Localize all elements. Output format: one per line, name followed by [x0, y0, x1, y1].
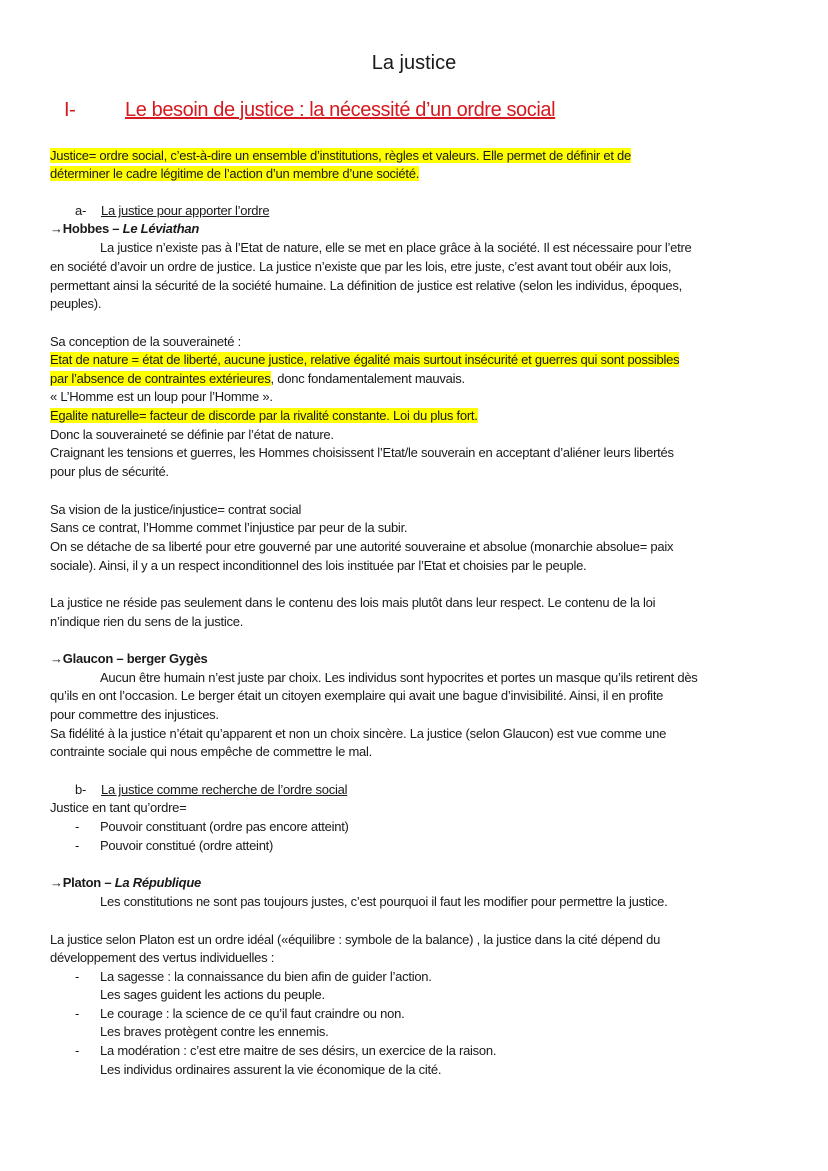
author-heading: →Platon – La République — [50, 875, 201, 890]
quote: « L’Homme est un loup pour l’Homme ». — [50, 389, 273, 404]
text-line: La justice selon Platon est un ordre idéal («équilibre : symbole de la balance) , la justice dans la cité dépend du — [50, 932, 661, 947]
text-line: sociale). Ainsi, il y a un respect inconditionnel des lois instituée par l’Etat et choisies par le peuple. — [50, 558, 587, 573]
text-line: Sans ce contrat, l’Homme commet l’injustice par peur de la subir. — [50, 520, 408, 535]
paragraph-line: La justice n’existe pas à l’Etat de nature, elle se met en place grâce à la société. Il est nécessaire pour l’etre — [100, 240, 692, 255]
highlighted-text: Etat de nature = état de liberté, aucune justice, relative égalité mais surtout insécurité et guerres qui sont possibles — [50, 352, 680, 367]
text-line: Sa conception de la souveraineté : — [50, 334, 241, 349]
highlighted-text: par l’absence de contraintes extérieures — [50, 371, 271, 386]
text-line: Donc la souveraineté se définie par l’état de nature. — [50, 427, 334, 442]
paragraph-line: en société d’avoir un ordre de justice. La justice n’existe que par les lois, etre juste, c’est avant tout obéir aux lois, — [50, 259, 672, 274]
author-heading: →Hobbes – Le Léviathan — [50, 221, 200, 236]
text-line: Sa vision de la justice/injustice= contrat social — [50, 502, 302, 517]
virtue-detail: Les individus ordinaires assurent la vie économique de la cité. — [100, 1062, 442, 1077]
bullet-dash: - — [75, 1006, 80, 1021]
paragraph-line: permettant ainsi la sécurité de la société humaine. La définition de justice est relative (selon les individus, époques, — [50, 278, 682, 293]
subsection-marker: a- — [75, 203, 87, 218]
list-item: Pouvoir constituant (ordre pas encore atteint) — [100, 819, 349, 834]
text-line: Justice en tant qu’ordre= — [50, 800, 187, 815]
section-number: I- — [64, 99, 76, 121]
arrow-icon: → — [50, 651, 63, 666]
paragraph-line: Sa fidélité à la justice n’était qu’apparent et non un choix sincère. La justice (selon Glaucon) est vue comme une — [50, 726, 667, 741]
paragraph-line: pour commettre des injustices. — [50, 707, 219, 722]
text-line: On se détache de sa liberté pour etre gouverné par une autorité souveraine et absolue (monarchie absolue= paix — [50, 539, 674, 554]
paragraph-line: contrainte sociale qui nous empêche de commettre le mal. — [50, 744, 373, 759]
text-line: développement des vertus individuelles : — [50, 950, 275, 965]
virtue-item: La modération : c’est etre maitre de ses désirs, un exercice de la raison. — [100, 1043, 497, 1058]
author-heading: →Glaucon – berger Gygès — [50, 651, 208, 666]
highlighted-text: Egalite naturelle= facteur de discorde par la rivalité constante. Loi du plus fort. — [50, 408, 478, 423]
bullet-dash: - — [75, 838, 80, 853]
text-line: La justice ne réside pas seulement dans le contenu des lois mais plutôt dans leur respect. Le contenu de la loi — [50, 595, 656, 610]
subsection-title: La justice comme recherche de l’ordre social — [101, 782, 348, 797]
section-heading: Le besoin de justice : la nécessité d’un ordre social — [125, 99, 556, 121]
paragraph-line: qu’ils en ont l’occasion. Le berger était un citoyen exemplaire qui avait une bague d’invisibilité. Ainsi, il en profite — [50, 688, 664, 703]
arrow-icon: → — [50, 221, 63, 236]
virtue-detail: Les braves protègent contre les ennemis. — [100, 1024, 329, 1039]
paragraph-line: Les constitutions ne sont pas toujours justes, c’est pourquoi il faut les modifier pour permettre la justice. — [100, 894, 668, 909]
definition-line: Justice= ordre social, c’est-à-dire un ensemble d’institutions, règles et valeurs. Elle permet de définir et de — [50, 148, 632, 163]
paragraph-line: peuples). — [50, 296, 102, 311]
virtue-item: Le courage : la science de ce qu’il faut craindre ou non. — [100, 1006, 405, 1021]
text-line: n’indique rien du sens de la justice. — [50, 614, 244, 629]
arrow-icon: → — [50, 875, 63, 890]
text-line: pour plus de sécurité. — [50, 464, 169, 479]
bullet-dash: - — [75, 1043, 80, 1058]
virtue-detail: Les sages guident les actions du peuple. — [100, 987, 325, 1002]
list-item: Pouvoir constitué (ordre atteint) — [100, 838, 274, 853]
document-title: La justice — [371, 52, 457, 74]
definition-line: déterminer le cadre légitime de l’action d’un membre d’une société. — [50, 166, 420, 181]
bullet-dash: - — [75, 819, 80, 834]
paragraph-line: Aucun être humain n’est juste par choix. Les individus sont hypocrites et portes un masque qu’ils retirent dès — [100, 670, 698, 685]
bullet-dash: - — [75, 969, 80, 984]
text-line: Craignant les tensions et guerres, les Hommes choisissent l’Etat/le souverain en acceptant d’aliéner leurs libertés — [50, 445, 674, 460]
subsection-marker: b- — [75, 782, 87, 797]
subsection-title: La justice pour apporter l’ordre — [101, 203, 270, 218]
virtue-item: La sagesse : la connaissance du bien afin de guider l’action. — [100, 969, 432, 984]
